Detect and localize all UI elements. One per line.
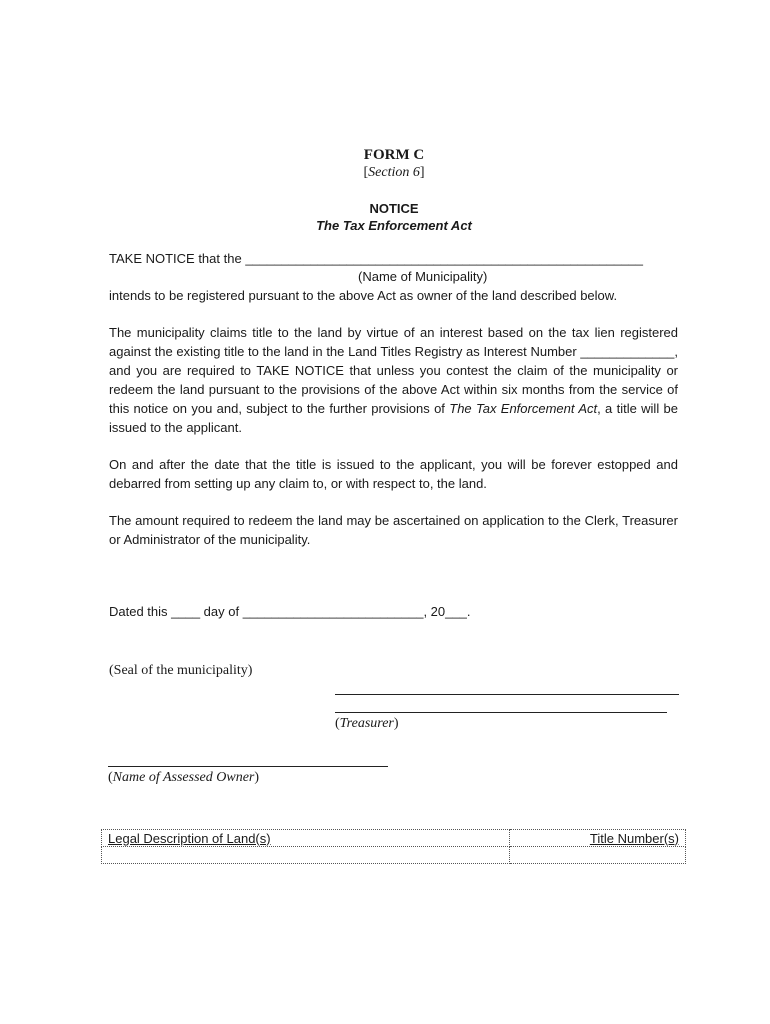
land-table — [101, 829, 686, 864]
section-ref-text: Section 6 — [368, 165, 420, 180]
municipality-blank: _______________________________________________________ — [245, 251, 643, 266]
intends-line: intends to be registered pursuant to the above Act as owner of the land described below. — [109, 288, 618, 303]
dated-line: Dated this ____ day of _________________________, 20___. — [109, 604, 471, 619]
claim-paragraph-text: The municipality claims title to the land by virtue of an interest based on the tax lien registered against the existing title to the land in the Land Titles Registry as Interest Number _____________, and you are required to TAKE NOTICE that unless you contest the claim of the municipality or redeem the land pursuant to the provisions of the above Act within six months from the service of this notice on you and, subject to the further provisions of — [109, 325, 678, 416]
take-notice-line — [109, 249, 643, 268]
municipality-caption: (Name of Municipality) — [358, 269, 488, 284]
table-row — [102, 847, 686, 864]
claim-paragraph-act: The Tax Enforcement Act — [449, 401, 598, 416]
legal-description-cell[interactable] — [102, 847, 510, 864]
title-number-header-text: Title Number(s) — [589, 830, 679, 846]
legal-description-header — [102, 830, 510, 847]
legal-description-header-text: Legal Description of Land(s) — [108, 830, 271, 846]
owner-signature-line — [108, 766, 388, 767]
notice-heading: NOTICE — [369, 201, 419, 216]
seal-label: (Seal of the municipality) — [109, 663, 253, 678]
section-reference: [Section 6] — [363, 165, 425, 180]
take-notice-prefix: TAKE NOTICE that the — [109, 251, 242, 266]
title-number-header — [510, 830, 686, 847]
title-number-cell[interactable] — [510, 847, 686, 864]
signature-line-2 — [335, 712, 667, 713]
table-header-row — [102, 830, 686, 847]
redemption-paragraph: The amount required to redeem the land may be ascertained on application to the Clerk, Treasurer or Administrator of the municipality. — [109, 513, 678, 547]
owner-caption: (Name of Assessed Owner) — [108, 770, 260, 785]
estoppel-paragraph: On and after the date that the title is issued to the applicant, you will be forever estopped and debarred from setting up any claim to, or with respect to, the land. — [109, 457, 678, 491]
signature-line-1 — [335, 694, 679, 695]
owner-label: Name of Assessed Owner — [112, 770, 255, 785]
treasurer-caption: (Treasurer) — [335, 716, 399, 731]
claim-paragraph-end: , a title will be issued to the applicant. — [109, 401, 678, 435]
claim-paragraph — [109, 323, 678, 437]
treasurer-label: Treasurer — [339, 716, 394, 731]
act-title: The Tax Enforcement Act — [316, 218, 472, 233]
form-title: FORM C — [363, 147, 425, 163]
